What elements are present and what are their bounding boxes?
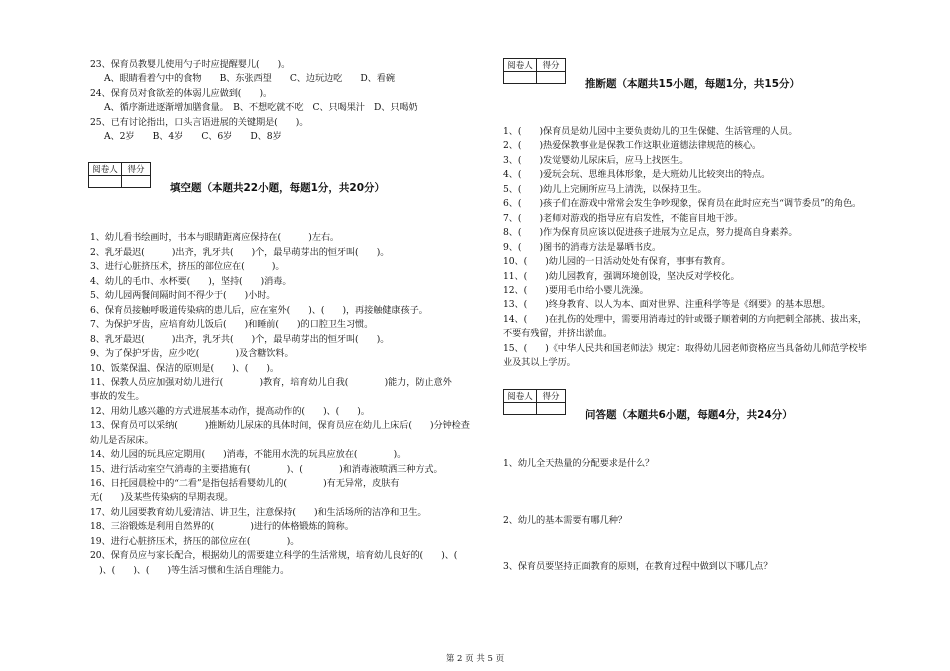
fill-line: 3、进行心脏挤压术，挤压的部位应在( )。 — [90, 261, 285, 272]
choice-q24: 24、保育员对食欲差的体弱儿应做到( )。 — [90, 88, 273, 99]
fill-line: 无( )及某些传染病的早期表现。 — [90, 492, 234, 503]
fill-line: 12、用幼儿感兴趣的方式进展基本动作，提高动作的( )、( )。 — [90, 406, 370, 417]
score-box-grader-label: 阅卷人 — [89, 163, 122, 176]
judge-line: 8、( )作为保育员应该以促进孩子进展为立足点，努力提高自身素养。 — [503, 227, 798, 238]
fill-line: 18、三浴锻炼是利用自然界的( )进行的体格锻炼的简称。 — [90, 521, 354, 532]
choice-q23-options: A、眼睛看着勺中的食物 B、东张西望 C、边玩边吃 D、看碗 — [104, 73, 395, 84]
choice-q25-options: A、2岁 B、4岁 C、6岁 D、8岁 — [104, 131, 282, 142]
fill-line: 11、保教人员应加强对幼儿进行( )教育，培育幼儿自我( )能力，防止意外 — [90, 377, 452, 388]
fill-line: 1、幼儿看书绘画时，书本与眼睛距离应保持在( )左右。 — [90, 232, 339, 243]
score-box-score-cell[interactable] — [537, 72, 566, 84]
fill-line: 8、乳牙最迟( )出齐，乳牙共( )个，最早萌芽出的恒牙叫( )。 — [90, 334, 390, 345]
judge-line: 6、( )孩子们在游戏中常常会发生争吵现象，保育员在此时应充当“调节委员”的角色。 — [503, 198, 862, 209]
fill-line: 15、进行活动室空气消毒的主要措施有( )、( )和消毒液喷洒三种方式。 — [90, 464, 443, 475]
judge-line: 不要有残留，并挤出淤血。 — [503, 328, 613, 339]
qa-question-3: 3、保育员要坚持正面教育的原则，在教育过程中做到以下哪几点？ — [503, 561, 773, 572]
fill-line: 7、为保护牙齿，应培育幼儿饭后( )和睡前( )的口腔卫生习惯。 — [90, 319, 374, 330]
score-box-judge — [503, 58, 566, 84]
score-box-fill — [88, 162, 151, 188]
section-title-judge: 推断题（本题共15小题，每题1分，共15分） — [585, 78, 801, 90]
fill-line: 20、保育员应与家长配合，根据幼儿的需要建立科学的生活常规，培育幼儿良好的( )、( — [90, 550, 458, 561]
judge-line: 业及其以上学历。 — [503, 357, 576, 368]
fill-line: 10、饭菜保温、保洁的原则是( )、( )。 — [90, 363, 280, 374]
qa-question-1: 1、幼儿全天热量的分配要求是什么？ — [503, 458, 655, 469]
fill-line: 17、幼儿园要教育幼儿爱清洁、讲卫生，注意保持( )和生活场所的洁净和卫生。 — [90, 507, 427, 518]
judge-line: 1、( )保育员是幼儿园中主要负责幼儿的卫生保健、生活管理的人员。 — [503, 126, 798, 137]
qa-question-2: 2、幼儿的基本需要有哪几种？ — [503, 515, 627, 526]
judge-line: 12、( )要用毛巾给小婴儿洗澡。 — [503, 285, 649, 296]
judge-line: 4、( )爱玩会玩、思维具体形象，是大班幼儿比较突出的特点。 — [503, 169, 771, 180]
score-box-grader-cell[interactable] — [504, 403, 537, 415]
choice-q24-options: A、循序渐进逐渐增加膳食量。 B、不想吃就不吃 C、只喝果汁 D、只喝奶 — [104, 102, 418, 113]
fill-line: 16、日托园晨检中的“二看”是指包括看婴幼儿的( )有无异常，皮肤有 — [90, 478, 400, 489]
fill-line: 13、保育员可以采纳( )推断幼儿尿床的具体时间，保育员应在幼儿上床后( )分钟检查 — [90, 420, 470, 431]
judge-line: 11、( )幼儿园教育，强调环境创设，坚决反对学校化。 — [503, 271, 740, 282]
score-box-score-label: 得分 — [537, 390, 566, 403]
section-title-fill: 填空题（本题共22小题，每题1分，共20分） — [170, 182, 386, 194]
fill-line: 14、幼儿园的玩具应定期用( )消毒，不能用水洗的玩具应放在( )。 — [90, 449, 407, 460]
judge-line: 5、( )幼儿上完厕所应马上清洗，以保持卫生。 — [503, 184, 707, 195]
judge-line: 9、( )图书的消毒方法是暴晒书皮。 — [503, 242, 662, 253]
fill-line: 6、保育员接触呼吸道传染病的患儿后，应在室外( )、( )，再接触健康孩子。 — [90, 305, 428, 316]
fill-line: 5、幼儿园两餐间隔时间不得少于( )小时。 — [90, 290, 276, 301]
score-box-grader-cell[interactable] — [89, 176, 122, 188]
section-title-qa: 问答题（本题共6小题，每题4分，共24分） — [585, 409, 793, 421]
fill-line: 事故的发生。 — [90, 391, 145, 402]
page-number: 第 2 页 共 5 页 — [445, 654, 505, 664]
fill-line: 9、为了保护牙齿，应少吃( )及含糖饮料。 — [90, 348, 294, 359]
judge-line: 14、( )在扎伤的处理中，需要用消毒过的针或镊子顺着刺的方向把刺全部挑、拔出来， — [503, 314, 867, 325]
choice-q23: 23、保育员教婴儿使用勺子时应提醒婴儿( )。 — [90, 59, 291, 70]
score-box-score-cell[interactable] — [537, 403, 566, 415]
fill-line: 4、幼儿的毛巾、水杯要( )，坚持( )消毒。 — [90, 276, 292, 287]
score-box-score-label: 得分 — [537, 59, 566, 72]
fill-line: )、( )、( )等生活习惯和生活自理能力。 — [90, 565, 290, 576]
judge-line: 13、( )终身教育、以人为本、面对世界、注重科学等是《纲要》的基本思想。 — [503, 299, 831, 310]
judge-line: 2、( )热爱保教事业是保教工作这职业道德法律规范的核心。 — [503, 140, 762, 151]
score-box-score-cell[interactable] — [122, 176, 151, 188]
judge-line: 10、( )幼儿园的一日活动处处有保育，事事有教育。 — [503, 256, 731, 267]
judge-line: 7、( )老师对游戏的指导应有启发性，不能盲目地干涉。 — [503, 213, 743, 224]
choice-q25: 25、已有讨论指出，口头言语进展的关键期是( )。 — [90, 117, 309, 128]
fill-line: 2、乳牙最迟( )出齐，乳牙共( )个，最早萌芽出的恒牙叫( )。 — [90, 247, 390, 258]
fill-line: 幼儿是否尿床。 — [90, 435, 154, 446]
score-box-grader-cell[interactable] — [504, 72, 537, 84]
score-box-score-label: 得分 — [122, 163, 151, 176]
judge-line: 3、( )发觉婴幼儿尿床后，应马上找医生。 — [503, 155, 689, 166]
score-box-grader-label: 阅卷人 — [504, 59, 537, 72]
fill-line: 19、进行心脏挤压术，挤压的部位应在( )。 — [90, 536, 300, 547]
judge-line: 15、( )《中华人民共和国老师法》规定：取得幼儿园老师资格应当具备幼儿师范学校毕 — [503, 343, 867, 354]
score-box-grader-label: 阅卷人 — [504, 390, 537, 403]
score-box-qa — [503, 389, 566, 415]
